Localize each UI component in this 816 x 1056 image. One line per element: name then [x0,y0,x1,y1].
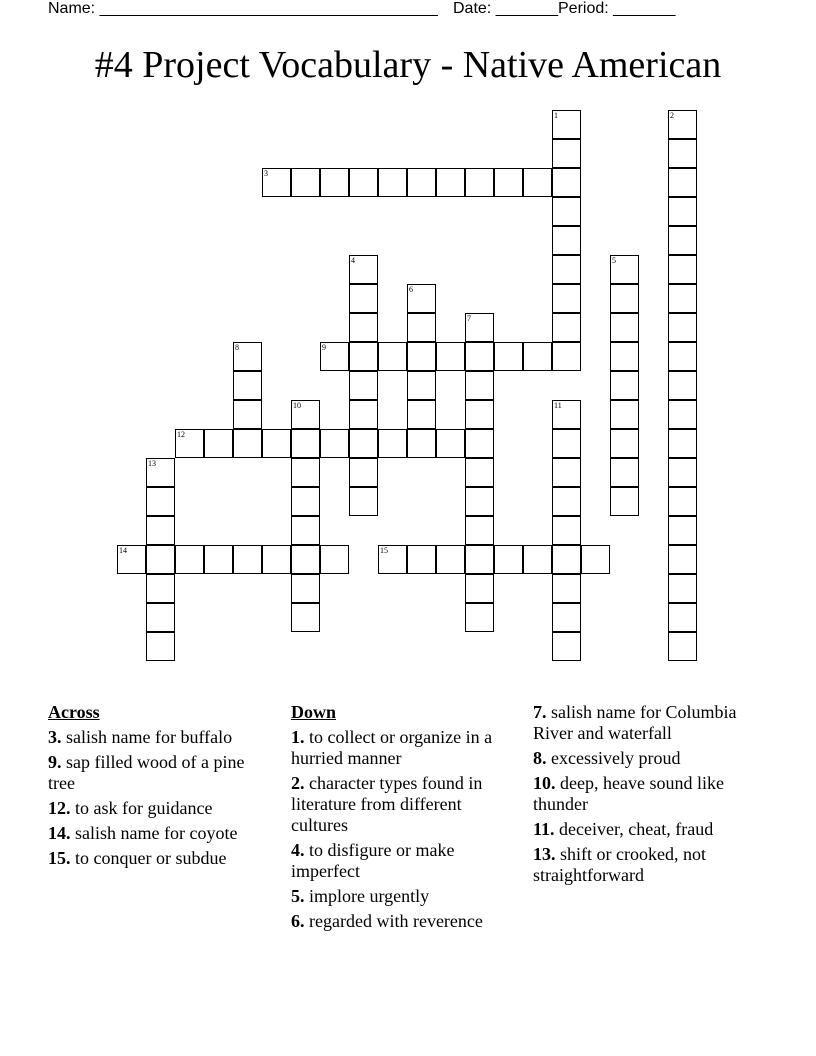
clue-4 [291,840,511,882]
grid-cell[interactable] [407,429,436,458]
grid-cell[interactable] [349,255,378,284]
clue-text: to disfigure or make imperfect [291,840,455,881]
clue-number: 8. [533,748,547,768]
grid-cell[interactable] [465,168,494,197]
clue-1 [291,727,511,769]
grid-cell[interactable] [146,545,175,574]
grid-cell[interactable] [552,226,581,255]
grid-cell[interactable] [117,545,146,574]
grid-cell[interactable] [146,603,175,632]
grid-cell[interactable] [291,516,320,545]
grid-cell[interactable] [610,371,639,400]
clue-number: 5. [291,886,305,906]
grid-cell[interactable] [552,516,581,545]
clue-number: 2. [291,773,305,793]
grid-cell[interactable] [610,313,639,342]
grid-cell[interactable] [668,226,697,255]
grid-cell[interactable] [320,545,349,574]
grid-cell[interactable] [233,371,262,400]
grid-cell[interactable] [320,429,349,458]
clue-number: 15. [48,848,71,868]
grid-cell[interactable] [465,603,494,632]
grid-cell[interactable] [378,168,407,197]
grid-cell[interactable] [668,168,697,197]
clue-7 [533,702,753,744]
clue-number: 10. [533,773,556,793]
grid-cell[interactable] [610,429,639,458]
grid-cell[interactable] [349,487,378,516]
grid-cell[interactable] [233,429,262,458]
grid-cell[interactable] [436,168,465,197]
grid-cell[interactable] [233,545,262,574]
grid-cell[interactable] [581,545,610,574]
clue-14 [48,823,268,844]
grid-cell[interactable] [436,545,465,574]
cell-number: 12 [177,430,185,439]
grid-cell[interactable] [465,516,494,545]
grid-cell[interactable] [610,342,639,371]
clue-12 [48,798,268,819]
clue-number: 11. [533,819,555,839]
grid-cell[interactable] [552,168,581,197]
cell-number: 7 [467,314,471,323]
grid-cell[interactable] [610,255,639,284]
clue-number: 9. [48,752,62,772]
grid-cell[interactable] [668,342,697,371]
grid-cell[interactable] [146,574,175,603]
grid-cell[interactable] [668,603,697,632]
grid-cell[interactable] [494,168,523,197]
grid-cell[interactable] [146,487,175,516]
grid-cell[interactable] [610,458,639,487]
grid-cell[interactable] [291,168,320,197]
grid-cell[interactable] [378,342,407,371]
clue-column-3 [533,702,753,890]
clue-number: 1. [291,727,305,747]
grid-cell[interactable] [291,603,320,632]
clue-number: 12. [48,798,71,818]
grid-cell[interactable] [552,400,581,429]
grid-cell[interactable] [349,313,378,342]
down-heading: Down [291,702,337,722]
grid-cell[interactable] [668,545,697,574]
clue-text: to collect or organize in a hurried manner [291,727,493,768]
clue-text: salish name for Columbia River and waterfall [533,702,737,743]
grid-cell[interactable] [349,342,378,371]
grid-cell[interactable] [494,545,523,574]
grid-cell[interactable] [668,371,697,400]
grid-cell[interactable] [610,487,639,516]
grid-cell[interactable] [233,400,262,429]
grid-cell[interactable] [668,400,697,429]
grid-cell[interactable] [610,400,639,429]
grid-cell[interactable] [465,429,494,458]
grid-cell[interactable] [262,429,291,458]
clue-column-1 [48,702,268,873]
cell-number: 14 [119,546,127,555]
grid-cell[interactable] [465,545,494,574]
grid-cell[interactable] [668,458,697,487]
grid-cell[interactable] [465,400,494,429]
grid-cell[interactable] [668,284,697,313]
grid-cell[interactable] [349,458,378,487]
grid-cell[interactable] [320,342,349,371]
grid-cell[interactable] [668,429,697,458]
grid-cell[interactable] [146,458,175,487]
grid-cell[interactable] [378,429,407,458]
clue-8 [533,748,753,769]
clue-11 [533,819,753,840]
cell-number: 2 [670,111,674,120]
grid-cell[interactable] [262,545,291,574]
grid-cell[interactable] [407,313,436,342]
grid-cell[interactable] [552,458,581,487]
grid-cell[interactable] [494,342,523,371]
cell-number: 15 [380,546,388,555]
grid-cell[interactable] [465,313,494,342]
cell-number: 3 [264,169,268,178]
clue-13 [533,844,753,886]
clue-text: excessively proud [546,748,681,768]
grid-cell[interactable] [552,284,581,313]
page-title: #4 Project Vocabulary - Native American [94,44,722,86]
grid-cell[interactable] [552,342,581,371]
grid-cell[interactable] [407,168,436,197]
clue-text: to ask for guidance [70,798,213,818]
grid-cell[interactable] [465,458,494,487]
grid-cell[interactable] [668,516,697,545]
grid-cell[interactable] [552,255,581,284]
clue-number: 13. [533,844,556,864]
grid-cell[interactable] [552,110,581,139]
clue-text: regarded with reverence [304,911,483,931]
grid-cell[interactable] [175,545,204,574]
grid-cell[interactable] [407,284,436,313]
grid-cell[interactable] [668,313,697,342]
grid-cell[interactable] [233,342,262,371]
grid-cell[interactable] [436,342,465,371]
grid-cell[interactable] [668,197,697,226]
grid-cell[interactable] [291,487,320,516]
grid-cell[interactable] [552,197,581,226]
cell-number: 9 [322,343,326,352]
grid-cell[interactable] [552,429,581,458]
grid-cell[interactable] [523,168,552,197]
clue-9 [48,752,268,794]
cell-number: 8 [235,343,239,352]
period-field[interactable]: Period: _______ [558,0,676,17]
grid-cell[interactable] [465,487,494,516]
grid-cell[interactable] [436,429,465,458]
grid-cell[interactable] [668,574,697,603]
grid-cell[interactable] [523,545,552,574]
clue-text: deep, heave sound like thunder [533,773,724,814]
grid-cell[interactable] [523,342,552,371]
grid-cell[interactable] [465,371,494,400]
grid-cell[interactable] [668,139,697,168]
clue-text: deceiver, cheat, fraud [554,819,714,839]
cell-number: 5 [612,256,616,265]
grid-cell[interactable] [668,255,697,284]
grid-cell[interactable] [668,487,697,516]
grid-cell[interactable] [552,632,581,661]
grid-cell[interactable] [175,429,204,458]
clue-text: sap filled wood of a pine tree [48,752,245,793]
date-field[interactable]: Date: _______ [453,0,558,17]
grid-cell[interactable] [291,458,320,487]
cell-number: 4 [351,256,355,265]
grid-cell[interactable] [349,429,378,458]
clue-6 [291,911,511,932]
grid-cell[interactable] [465,342,494,371]
grid-cell[interactable] [610,284,639,313]
clue-2 [291,773,511,836]
clue-3 [48,727,268,748]
grid-cell[interactable] [552,313,581,342]
grid-cell[interactable] [291,574,320,603]
cell-number: 1 [554,111,558,120]
cell-number: 6 [409,285,413,294]
grid-cell[interactable] [291,545,320,574]
grid-cell[interactable] [407,545,436,574]
grid-cell[interactable] [552,574,581,603]
grid-cell[interactable] [552,487,581,516]
grid-cell[interactable] [349,168,378,197]
cell-number: 11 [554,401,562,410]
clue-15 [48,848,268,869]
name-field[interactable]: Name: ______________________________________ [48,0,438,17]
grid-cell[interactable] [407,371,436,400]
clue-number: 6. [291,911,305,931]
clue-text: salish name for buffalo [61,727,233,747]
grid-cell[interactable] [146,516,175,545]
grid-cell[interactable] [668,110,697,139]
clue-5 [291,886,511,907]
clue-text: shift or crooked, not straightforward [533,844,706,885]
clue-text: to conquer or subdue [70,848,227,868]
clue-column-2 [291,702,511,936]
clue-text: salish name for coyote [70,823,238,843]
grid-cell[interactable] [291,429,320,458]
grid-cell[interactable] [552,603,581,632]
clue-text: character types found in literature from different cultures [291,773,483,835]
grid-cell[interactable] [465,574,494,603]
grid-cell[interactable] [552,545,581,574]
clue-number: 7. [533,702,547,722]
clue-number: 4. [291,840,305,860]
cell-number: 10 [293,401,301,410]
grid-cell[interactable] [552,139,581,168]
grid-cell[interactable] [320,168,349,197]
grid-cell[interactable] [407,342,436,371]
cell-number: 13 [148,459,156,468]
grid-cell[interactable] [407,400,436,429]
clue-number: 14. [48,823,71,843]
grid-cell[interactable] [204,429,233,458]
grid-cell[interactable] [349,284,378,313]
clue-10 [533,773,753,815]
clue-text: implore urgently [304,886,430,906]
grid-cell[interactable] [378,545,407,574]
grid-cell[interactable] [204,545,233,574]
grid-cell[interactable] [668,632,697,661]
grid-cell[interactable] [349,371,378,400]
grid-cell[interactable] [349,400,378,429]
grid-cell[interactable] [262,168,291,197]
across-heading: Across [48,702,100,722]
grid-cell[interactable] [146,632,175,661]
clue-number: 3. [48,727,62,747]
grid-cell[interactable] [291,400,320,429]
